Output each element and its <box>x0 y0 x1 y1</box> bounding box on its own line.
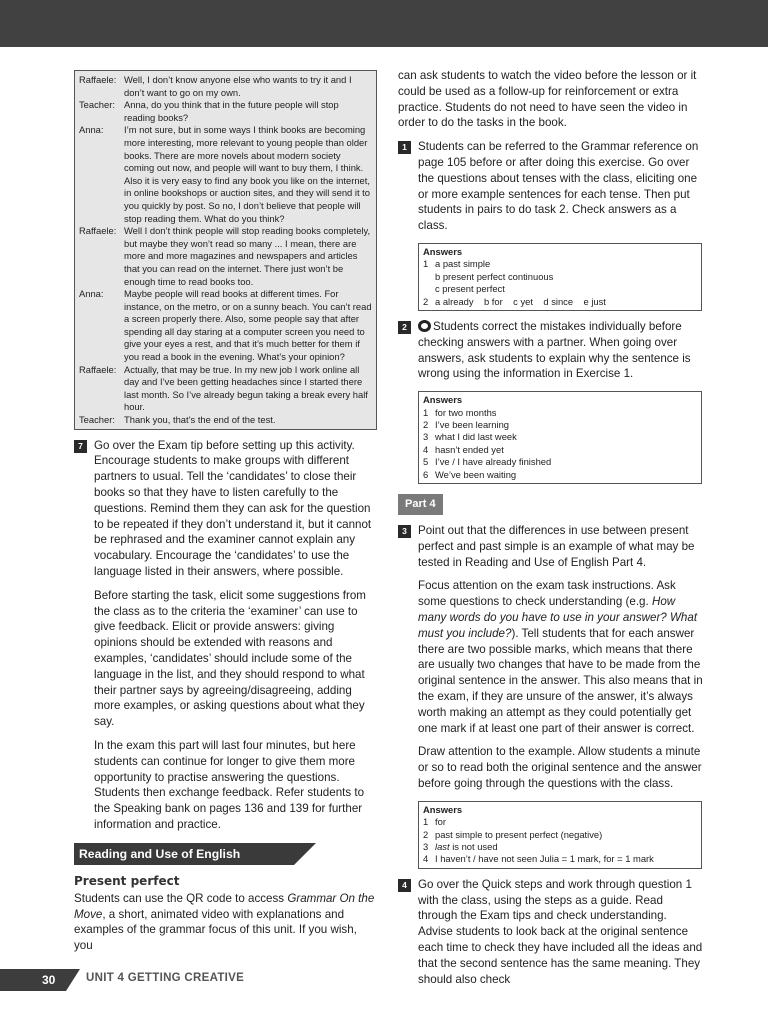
answer-row: 5 I’ve / I have already finished <box>423 456 552 468</box>
transcript-line: Raffaele: Well I don’t think people will stop reading books completely, but maybe they won’t read so many ... I mean, there are more and more magazines and newspapers and articles that you can read on the internet. There just won’t be enough time to read books too. <box>79 225 371 287</box>
answer-row: 2 a already b for c yet d since e just <box>423 295 606 307</box>
left-column <box>74 70 377 954</box>
task-number: 2 <box>398 321 411 334</box>
answer-row: 1 a past simple <box>423 258 491 270</box>
task-2: 2 Students correct the mistakes individually before checking answers with a partner. When going over answers, ask students to explain why the sentence is wrong using the information in Exercise 1. <box>398 319 704 382</box>
task-7-paragraph: Before starting the task, elicit some suggestions from the class as to the criteria the ‘examiner’ can use to give feedback. Elicit or provide answers: giving opinions should be extended with reasons and examples, ‘candidates’ should include some of the language in the list, and they should respond to what their partner says by agreeing/disagreeing, adding more examples, or asking questions about what they say. <box>94 588 366 729</box>
right-column <box>398 68 704 987</box>
task-7: 7 Go over the Exam tip before setting up this activity. Encourage students to make groups with different partners to usual. Tell the ‘candidates’ to close their books so that they have to listen carefully to the questions. Remind them they can ask for the question to be repeated if they don’t understand it, but it cannot be rephrased and the examiner cannot explain any vocabulary. Encourage the ‘candidates’ to use the language listed in their answers, where possible. <box>74 438 377 580</box>
task-3-paragraph: Focus attention on the exam task instructions. Ask some questions to check understanding (e.g. How many words do you have to use in your answer? What must you include?). Tell students that for each answer there are two possible marks, which means that there are usually two changes that have to be made from the original sentence in the answer. This also means that in the exam, if they are unsure of the answer, it’s always worth making an attempt as they could potentially get one mark if at least one part of their answer is correct. <box>418 579 703 735</box>
transcript-line: Raffaele: Actually, that may be true. In my new job I work online all day and I’ve been getting headaches since I started there last month. So I’ve already begun taking a break every half hour. <box>79 363 368 413</box>
answer-row: 1 for two months <box>423 406 497 418</box>
answers-box: Answers 1 a past simple b present perfect continuous c present perfect 2 a already b for c yet d since e just <box>418 243 702 311</box>
task-number: 1 <box>398 141 411 154</box>
part-heading: Part 4 <box>398 494 443 515</box>
transcript-box <box>74 70 377 430</box>
transcript-line: Raffaele: Well, I don’t know anyone else who wants to try it and I don’t want to go on my own. <box>79 74 352 98</box>
page-number: 30 <box>42 973 56 987</box>
task-number: 7 <box>74 440 87 453</box>
task-number: 3 <box>398 525 411 538</box>
answer-row: 4 hasn’t ended yet <box>423 443 504 455</box>
qr-paragraph: Students can use the QR code to access Grammar On the Move, a short, animated video with explanations and examples of the grammar focus of this unit. If you wish, you <box>74 891 375 953</box>
transcript-line: Teacher: Thank you, that’s the end of the test. <box>79 414 276 426</box>
task-3-paragraph: Draw attention to the example. Allow students a minute or so to read both the original sentence and the answer before going through the questions with the class. <box>418 745 702 790</box>
answer-row: 6 We’ve been waiting <box>423 468 517 480</box>
task-3: 3 Point out that the differences in use between present perfect and past simple is an example of what may be tested in Reading and Use of English Part 4. <box>398 523 704 570</box>
answer-row: 2 I’ve been learning <box>423 419 510 430</box>
answers-box: Answers 1 for two months 2 I’ve been learning 3 what I did last week 4 hasn’t ended yet 5 I’ve / I have already finished 6 We’ve been waiting <box>418 391 702 484</box>
transcript-line: Teacher: Anna, do you think that in the future people will stop reading books? <box>79 99 339 123</box>
top-bar <box>0 0 768 47</box>
continued-paragraph: can ask students to watch the video before the lesson or it could be used as a follow-up for reinforcement or extra practice. Students do not need to have seen the video in order to do the tasks in the book. <box>398 69 697 130</box>
task-number: 4 <box>398 879 411 892</box>
answer-row: 3 what I did last week <box>423 431 517 443</box>
answer-row: 3 last is not used <box>423 841 498 852</box>
answers-box: Answers 1 for 2 past simple to present perfect (negative) 3 last is not used 4 I haven’t / have not seen Julia = 1 mark, for = 1 mark <box>418 801 702 869</box>
answer-row: 1 for <box>423 816 446 828</box>
answer-row: 2 past simple to present perfect (negative) <box>423 828 603 840</box>
unit-title: UNIT 4 GETTING CREATIVE <box>86 972 245 984</box>
answer-row: b present perfect continuous <box>435 270 554 282</box>
sub-heading: Present perfect <box>74 873 180 888</box>
section-heading: Reading and Use of English <box>74 843 294 865</box>
task-1: 1 Students can be referred to the Grammar reference on page 105 before or after doing this exercise. Go over the questions about tenses with the class, eliciting one or more example sentences for each tense. Then put students in pairs to do task 2. Check answers as a class. <box>398 139 704 234</box>
answer-row: 4 I haven’t / have not seen Julia = 1 mark, for = 1 mark <box>423 853 654 865</box>
task-7-paragraph: In the exam this part will last four minutes, but here students can continue for longer to give them more opportunity to practise answering the questions. Students then exchange feedback. Refer students to the Speaking bank on pages 136 and 139 for further information and practice. <box>94 738 365 831</box>
transcript-line: Anna: I’m not sure, but in some ways I think books are becoming more interesting, more relevant to young people than older books. There are more novels about modern society coming out now, and people will want to buy them, I think. Also it is very easy to find any book you like on the internet, in online bookshops or auction sites, and they will send it to you quickly by post. So no, I don’t believe that people will stop reading them. What do you think? <box>79 124 370 224</box>
transcript-line: Anna: Maybe people will read books at different times. For instance, on the metro, or on a sunny beach. You can’t read a screen properly there. Also, some people say that after spending all day staring at a computer screen you need to give your eyes a rest, and that it’s much better for them if you read a book in the evening. What’s your opinion? <box>79 288 372 363</box>
task-4: 4 Go over the Quick steps and work through question 1 with the class, using the steps as a guide. Read through the Exam tips and check understanding. Advise students to look back at the original sentence each time to check they have included all the ideas and that the second sentence has the same meaning. They should also check <box>398 877 704 988</box>
answer-row: c present perfect <box>435 283 505 295</box>
eye-icon <box>418 320 431 332</box>
